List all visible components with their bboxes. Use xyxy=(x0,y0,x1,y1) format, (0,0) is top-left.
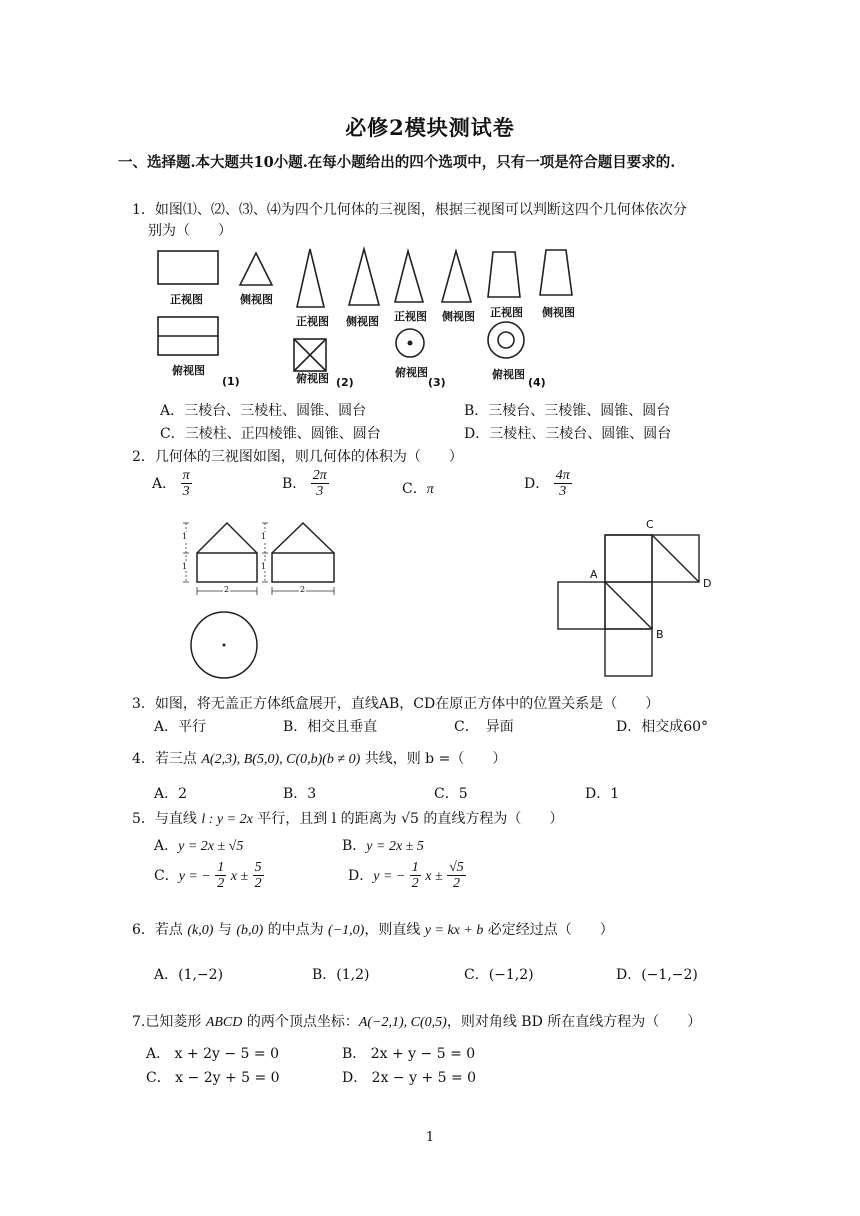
q3-option-c: C． 异面 xyxy=(454,719,514,735)
q5-stem: 5．与直线 l : y = 2x 平行，且到 l 的距离为 √5 的直线方程为（ ） xyxy=(132,811,564,827)
q2-dim-width-side: 2 xyxy=(300,585,306,594)
fig1-number: (1) xyxy=(222,375,240,388)
q3-stem: 3．如图，将无盖正方体纸盒展开，直线AB，CD在原正方体中的位置关系是（ ） xyxy=(132,696,660,712)
q2-option-b: B． $\frac{2\pi}{3}$ xyxy=(282,468,327,500)
fig2-front-caption: 正视图 xyxy=(296,315,329,328)
q4-stem: 4．若三点 A(2,3), B(5,0), C(0,b)(b ≠ 0) 共线，则 b =（ ） xyxy=(132,751,507,767)
q1-option-a: A．三棱台、三棱柱、圆锥、圆台 xyxy=(160,403,367,419)
q6-option-c: C．(−1,2) xyxy=(464,967,534,983)
fig2-number: (2) xyxy=(336,376,354,389)
fig3-top-caption: 俯视图 xyxy=(395,366,428,379)
q2-dim-width-front: 2 xyxy=(224,585,230,594)
q2-option-c: C．π xyxy=(402,481,434,497)
fig4-number: (4) xyxy=(528,376,546,389)
fig1-top-caption: 俯视图 xyxy=(172,364,205,377)
q4-option-d: D．1 xyxy=(585,786,620,802)
q5-option-b: B．y = 2x ± 5 xyxy=(342,838,424,854)
net-label-b: B xyxy=(656,628,664,641)
fig3-front-caption: 正视图 xyxy=(394,310,427,323)
fig4-front-caption: 正视图 xyxy=(490,306,523,319)
q2-option-d: D． $\frac{4\pi}{3}$ xyxy=(524,468,570,500)
q3-option-b: B．相交且垂直 xyxy=(283,719,378,735)
fig2-top-caption: 俯视图 xyxy=(296,372,329,385)
fig4-top-caption: 俯视图 xyxy=(492,368,525,381)
q1-option-d: D．三棱柱、三棱台、圆锥、圆台 xyxy=(464,426,672,442)
q2-dim-height-2: 1 xyxy=(182,562,188,571)
fig1-front-caption: 正视图 xyxy=(170,293,203,306)
fig3-side-caption: 侧视图 xyxy=(442,310,475,323)
q6-option-a: A．(1,−2) xyxy=(154,967,224,983)
q6-stem: 6．若点 (k,0) 与 (b,0) 的中点为 (−1,0)，则直线 y = kx + b 必定经过点（ ） xyxy=(132,922,614,938)
fig2-side-caption: 侧视图 xyxy=(346,315,379,328)
q1-option-b: B．三棱台、三棱锥、圆锥、圆台 xyxy=(464,403,671,419)
q2-option-a: A． $\frac{\pi}{3}$ xyxy=(152,468,190,500)
q7-option-a: A． x + 2y − 5 = 0 xyxy=(146,1046,279,1062)
q1-stem-line1: 1．如图⑴、⑵、⑶、⑷为四个几何体的三视图，根据三视图可以判断这四个几何体依次分 xyxy=(132,202,687,218)
q7-option-b: B． 2x + y − 5 = 0 xyxy=(342,1046,476,1062)
fig1-side-caption: 侧视图 xyxy=(240,293,273,306)
q6-option-d: D．(−1,−2) xyxy=(616,967,698,983)
q1-option-c: C．三棱柱、正四棱锥、圆锥、圆台 xyxy=(160,426,381,442)
q6-option-b: B．(1,2) xyxy=(312,967,370,983)
q4-option-b: B．3 xyxy=(283,786,317,802)
q7-option-d: D． 2x − y + 5 = 0 xyxy=(342,1070,477,1086)
q1-stem-line2: 别为（ ） xyxy=(148,223,232,239)
q5-option-d: D．y = − $\frac{1}{2}$ x ± $\frac{√5}{2}$ xyxy=(348,860,464,892)
q2-dim-height-4: 1 xyxy=(261,562,267,571)
q5-option-c: C．y = − $\frac{1}{2}$ x ± $\frac{5}{2}$ xyxy=(154,860,262,892)
q3-option-d: D．相交成60° xyxy=(616,719,709,735)
net-label-c: C xyxy=(646,518,654,531)
q2-stem: 2．几何体的三视图如图，则几何体的体积为（ ） xyxy=(132,449,463,465)
q3-option-a: A．平行 xyxy=(154,719,207,735)
page-title: 必修2模块测试卷 xyxy=(345,115,515,140)
q5-option-a: A．y = 2x ± √5 xyxy=(154,838,244,854)
fig4-side-caption: 侧视图 xyxy=(542,306,575,319)
q2-dim-height-3: 1 xyxy=(261,532,267,541)
q4-option-a: A．2 xyxy=(154,786,188,802)
q7-stem: 7.已知菱形 ABCD 的两个顶点坐标：A(−2,1), C(0,5)，则对角线 BD 所在直线方程为（ ） xyxy=(132,1014,702,1030)
q7-option-c: C． x − 2y + 5 = 0 xyxy=(146,1070,280,1086)
q4-option-c: C．5 xyxy=(434,786,468,802)
section-heading: 一、选择题.本大题共10小题.在每小题给出的四个选项中，只有一项是符合题目要求的. xyxy=(118,154,676,171)
net-label-d: D xyxy=(703,577,712,590)
fig3-number: (3) xyxy=(428,376,446,389)
net-label-a: A xyxy=(590,568,598,581)
page-number: 1 xyxy=(425,1130,435,1145)
q2-dim-height-1: 1 xyxy=(182,532,188,541)
